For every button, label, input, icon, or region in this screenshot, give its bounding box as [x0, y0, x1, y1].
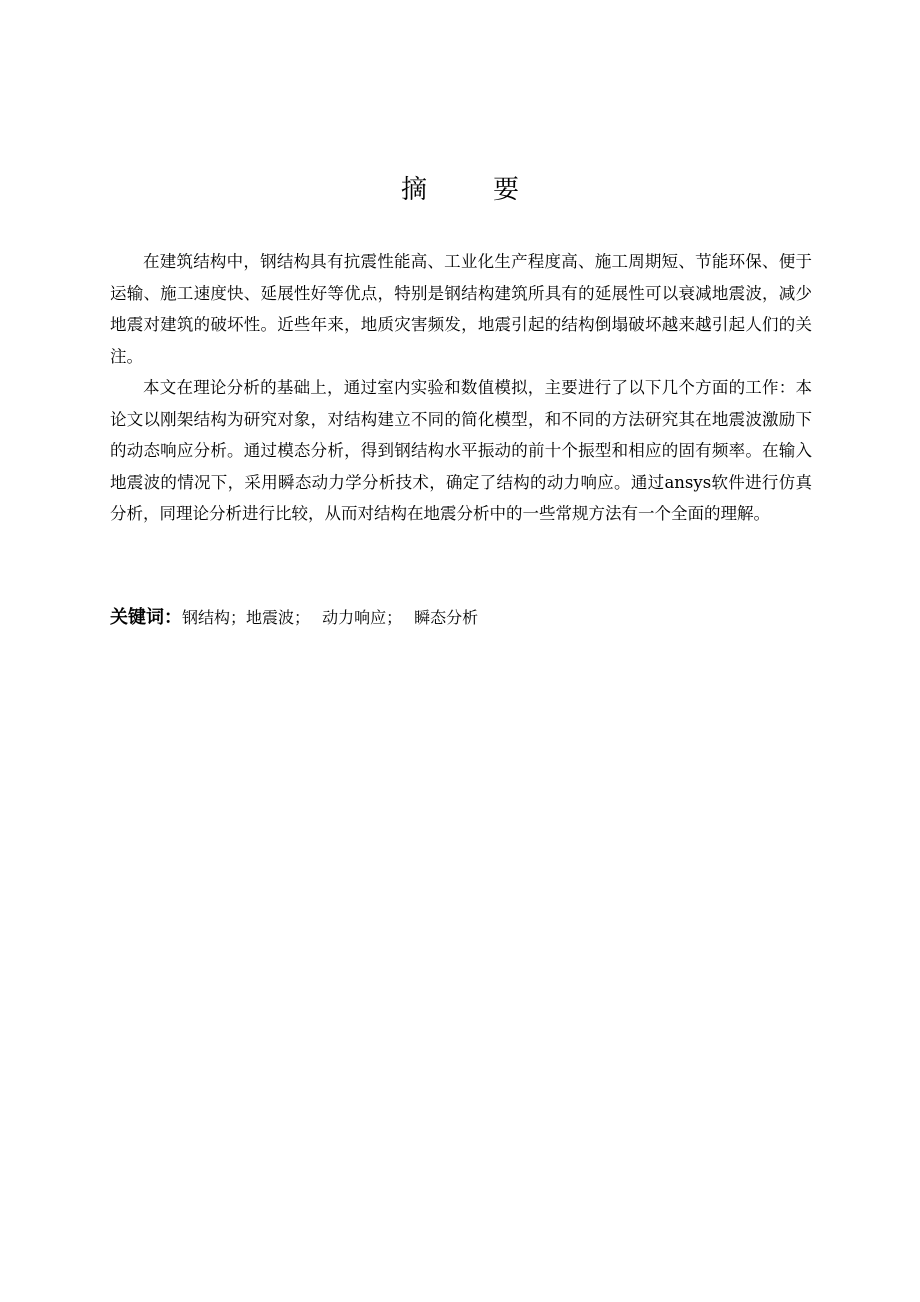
- keyword-item: 地震波: [246, 608, 295, 627]
- keyword-separator: ；: [294, 608, 311, 627]
- abstract-paragraph-2: 本文在理论分析的基础上，通过室内实验和数值模拟，主要进行了以下几个方面的工作：本论文以刚架结构为研究对象，对结构建立不同的简化模型，和不同的方法研究其在地震波激励下的动态响应分析。通过模态分析，得到钢结构水平振动的前十个振型和相应的固有频率。在输入地震波的情况下，采用瞬态动力学分析技术，确定了结构的动力响应。通过ansys软件进行仿真分析，同理论分析进行比较，从而对结构在地震分析中的一些常规方法有一个全面的理解。: [110, 378, 812, 523]
- abstract-paragraph-1: 在建筑结构中，钢结构具有抗震性能高、工业化生产程度高、施工周期短、节能环保、便于运输、施工速度快、延展性好等优点，特别是钢结构建筑所具有的延展性可以衰减地震波，减少地震对建筑的破坏性。近些年来，地质灾害频发，地震引起的结构倒塌破坏越来越引起人们的关注。: [110, 252, 812, 366]
- keywords-label: 关键词：: [110, 607, 182, 628]
- keyword-item: 钢结构: [182, 608, 231, 627]
- abstract-body: [110, 246, 812, 530]
- abstract-title: 摘 要: [400, 175, 539, 205]
- keyword-item: 动力响应: [322, 608, 387, 627]
- keyword-separator: ；: [230, 608, 247, 627]
- keywords-line: [110, 604, 812, 632]
- keyword-item: 瞬态分析: [414, 608, 479, 627]
- keyword-separator: ；: [386, 608, 403, 627]
